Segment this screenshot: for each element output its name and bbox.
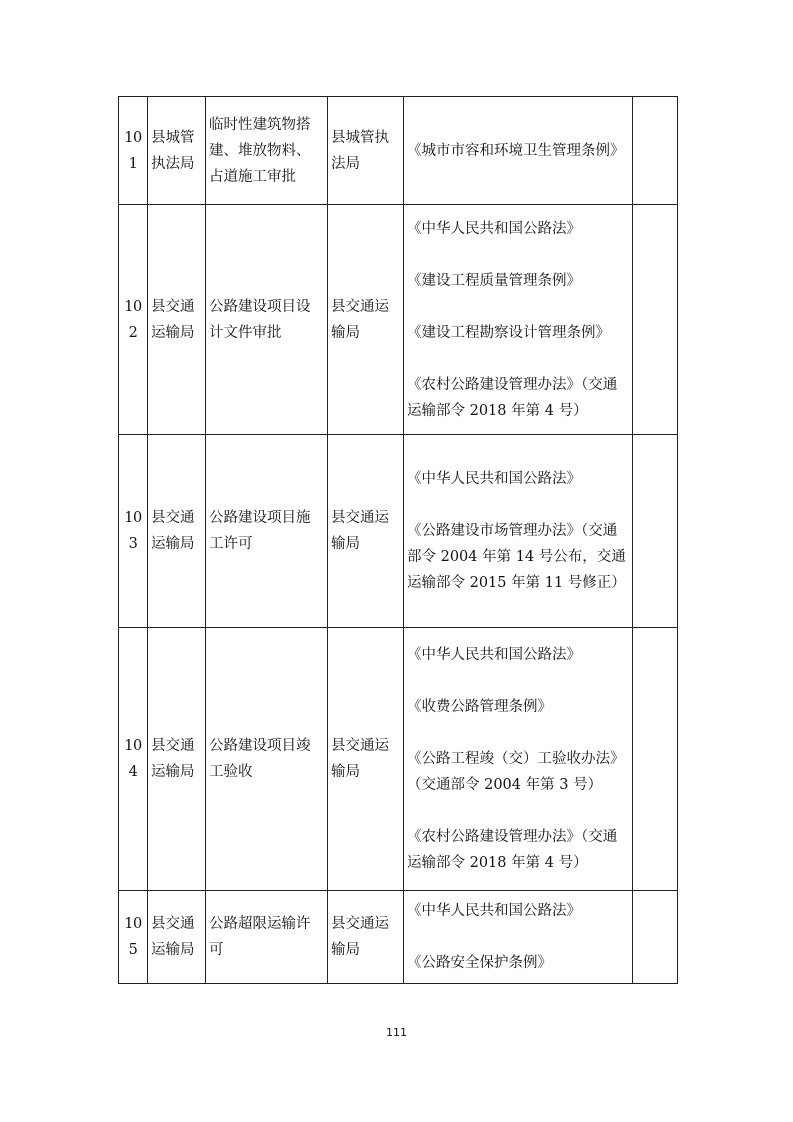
implementing-agency-cell: 县交通运输局: [328, 628, 404, 891]
legal-basis-item: 《公路建设市场管理办法》（交通部令 2004 年第 14 号公布，交通运输部令 2015 年第 11 号修正）: [407, 523, 626, 591]
legal-basis-cell: [404, 891, 633, 984]
legal-basis-item: 《建设工程勘察设计管理条例》: [407, 324, 610, 341]
table-row: [119, 628, 678, 891]
remark-cell: [633, 435, 678, 628]
legal-basis-item: 《中华人民共和国公路法》: [407, 471, 581, 487]
department-cell: 县交通运输局: [148, 628, 206, 891]
legal-basis-item: 《中华人民共和国公路法》: [407, 903, 581, 919]
legal-basis-item: 《建设工程质量管理条例》: [407, 272, 581, 289]
implementing-agency-cell: 县城管执法局: [328, 97, 404, 205]
legal-basis-cell: [404, 97, 633, 205]
legal-basis-cell: [404, 205, 633, 435]
implementing-agency-cell: 县交通运输局: [328, 435, 404, 628]
item-name-cell: 公路建设项目设计文件审批: [206, 205, 328, 435]
item-name-cell: 公路建设项目竣工验收: [206, 628, 328, 891]
approval-items-table: [118, 96, 678, 984]
item-name-cell: 公路超限运输许可: [206, 891, 328, 984]
remark-cell: [633, 205, 678, 435]
row-number: 102: [119, 205, 148, 435]
department-cell: 县交通运输局: [148, 205, 206, 435]
legal-basis-item: 《中华人民共和国公路法》: [407, 647, 581, 663]
remark-cell: [633, 97, 678, 205]
row-number: 105: [119, 891, 148, 984]
legal-basis-item: 《农村公路建设管理办法》（交通运输部令 2018 年第 4 号）: [407, 829, 618, 871]
legal-basis-item: 《中华人民共和国公路法》: [407, 220, 581, 237]
table-row: [119, 205, 678, 435]
item-name-cell: 公路建设项目施工许可: [206, 435, 328, 628]
implementing-agency-cell: 县交通运输局: [328, 891, 404, 984]
legal-basis-item: 《公路工程竣（交）工验收办法》（交通部令 2004 年第 3 号）: [407, 751, 625, 793]
department-cell: 县交通运输局: [148, 435, 206, 628]
legal-basis-item: 《收费公路管理条例》: [407, 699, 552, 715]
page-number: 111: [386, 1026, 407, 1039]
item-name-cell: 临时性建筑物搭建、堆放物料、占道施工审批: [206, 97, 328, 205]
legal-basis-cell: [404, 435, 633, 628]
department-cell: 县交通运输局: [148, 891, 206, 984]
row-number: 104: [119, 628, 148, 891]
legal-basis-item: 《农村公路建设管理办法》（交通运输部令 2018 年第 4 号）: [407, 376, 618, 419]
legal-basis-item: 《城市市容和环境卫生管理条例》: [407, 142, 625, 159]
table-row: [119, 435, 678, 628]
row-number: 101: [119, 97, 148, 205]
implementing-agency-cell: 县交通运输局: [328, 205, 404, 435]
remark-cell: [633, 628, 678, 891]
legal-basis-item: 《公路安全保护条例》: [407, 955, 552, 971]
legal-basis-cell: [404, 628, 633, 891]
row-number: 103: [119, 435, 148, 628]
department-cell: 县城管执法局: [148, 97, 206, 205]
remark-cell: [633, 891, 678, 984]
table-row: [119, 891, 678, 984]
table-row: [119, 97, 678, 205]
